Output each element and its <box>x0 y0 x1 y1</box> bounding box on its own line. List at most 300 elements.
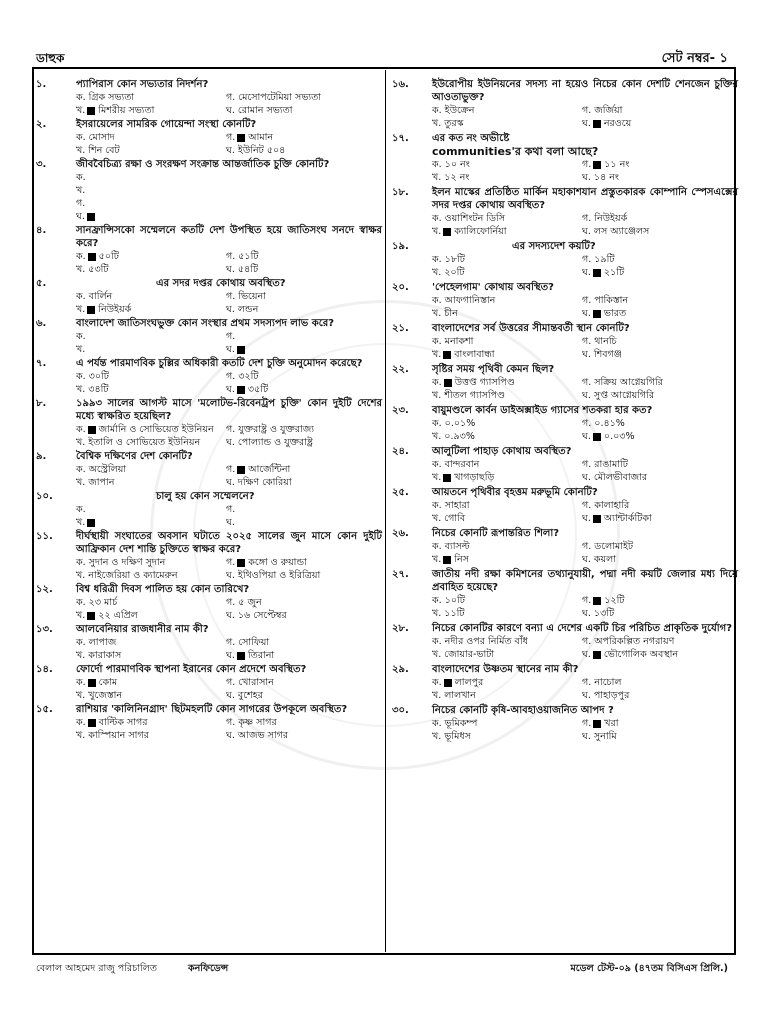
answer-option[interactable] <box>582 158 762 171</box>
question-text: জীববৈচিত্র্য রক্ষা ও সংরক্ষণ সংক্রান্ত আন্তর্জাতিক চুক্তি কোনটি? <box>76 159 330 170</box>
answer-option[interactable] <box>582 348 762 361</box>
question-number: ১৪. <box>36 664 53 675</box>
question-number: ৩০. <box>392 705 409 716</box>
correct-answer-marker-icon <box>237 652 245 660</box>
question-number: ৭. <box>36 358 47 369</box>
option-grid <box>432 499 738 525</box>
option-label: খ. <box>76 610 86 621</box>
option-label: গ. ৫ জুন <box>226 597 262 608</box>
question-item <box>392 186 738 238</box>
question-item <box>36 703 382 742</box>
correct-answer-marker-icon <box>237 134 245 142</box>
option-label: গ. ভিয়েনা <box>226 291 266 302</box>
option-label: খ. কারাকাস <box>76 650 122 661</box>
option-label: ঘ. পোল্যান্ড ও যুক্তরাষ্ট্র <box>226 437 313 448</box>
answer-option[interactable] <box>582 499 762 512</box>
correct-answer-marker-icon <box>443 474 451 482</box>
answer-option[interactable] <box>432 648 582 661</box>
answer-option[interactable] <box>226 476 406 489</box>
answer-option[interactable] <box>432 635 582 648</box>
question-number: ২০. <box>392 282 409 293</box>
answer-option[interactable] <box>226 423 406 436</box>
answer-option[interactable] <box>582 594 762 607</box>
answer-option[interactable] <box>432 266 582 279</box>
answer-option[interactable] <box>226 104 406 117</box>
option-answer-text: ০.০৩% <box>603 431 635 442</box>
question-item <box>392 527 738 566</box>
question-text: নিচের কোনটি রূপান্তরিত শিলা? <box>432 528 560 539</box>
option-label: ক. ৩০টি <box>76 371 109 382</box>
option-answer-text: আর্জেন্টিনা <box>248 464 291 475</box>
answer-option[interactable] <box>226 343 406 356</box>
question-number: ৪. <box>36 225 47 236</box>
question-number: ২৫. <box>392 487 409 498</box>
question-item <box>392 404 738 443</box>
option-label: ক. অস্ট্রেলিয়া <box>76 464 127 475</box>
question-number: ৯. <box>36 451 47 462</box>
answer-option[interactable] <box>432 294 582 307</box>
option-label: ঘ. <box>226 344 235 355</box>
option-label: ক. ভূমিকম্প <box>432 718 478 729</box>
option-label: গ. ৩২টি <box>226 371 259 382</box>
correct-answer-marker-icon <box>88 719 96 727</box>
question-text: বাংলাদেশ জাতিসংঘভুক্ত কোন সংস্থার প্রথম সদস্যপদ লাভ করে? <box>76 318 335 329</box>
answer-option[interactable] <box>432 104 582 117</box>
option-grid <box>432 417 738 443</box>
answer-option[interactable] <box>76 636 226 649</box>
answer-option[interactable] <box>76 330 226 343</box>
answer-option[interactable] <box>76 689 226 702</box>
option-grid <box>76 423 382 449</box>
question-item <box>36 277 382 316</box>
option-grid <box>432 717 738 743</box>
option-label: ক. ১০টি <box>432 595 465 606</box>
option-grid <box>432 376 738 402</box>
answer-option[interactable] <box>226 689 406 702</box>
answer-option[interactable] <box>582 307 762 320</box>
option-label: গ. <box>582 595 592 606</box>
answer-option[interactable] <box>582 266 762 279</box>
answer-option[interactable] <box>432 689 582 702</box>
option-label: খ. ০.৯৩% <box>432 431 475 442</box>
answer-option[interactable] <box>432 594 582 607</box>
answer-option[interactable] <box>76 104 226 117</box>
answer-option[interactable] <box>582 553 762 566</box>
option-label: গ. সক্রিয় আগ্নেয়গিরি <box>582 377 663 388</box>
option-label: খ. তুরস্ক <box>432 118 464 129</box>
answer-option[interactable] <box>432 540 582 553</box>
question-text: প্যাপিরাস কোন সভ্যতার নিদর্শন? <box>76 79 209 90</box>
question-text: ইসরায়েলের সামরিক গোয়েন্দা সংস্থা কোনটি? <box>76 119 257 130</box>
option-label: খ. শীতল গ্যাসপিণ্ড <box>432 390 506 401</box>
option-label: ক. ০.০১% <box>432 418 476 429</box>
option-label: গ. <box>76 198 86 209</box>
answer-option[interactable] <box>76 343 226 356</box>
option-label: ঘ. মৌলভীবাজার <box>582 472 648 483</box>
option-label: ঘ. পাহাড়পুর <box>582 690 630 701</box>
option-label: ক. <box>76 677 86 688</box>
answer-option[interactable] <box>76 131 226 144</box>
answer-option[interactable] <box>76 303 226 316</box>
answer-option[interactable] <box>432 307 582 320</box>
correct-answer-marker-icon <box>237 346 245 354</box>
option-grid <box>76 370 382 396</box>
answer-option[interactable] <box>76 503 226 516</box>
answer-option[interactable] <box>76 370 226 383</box>
question-number: ২৪. <box>392 446 409 457</box>
question-text: 'পেহেলগাম' কোথায় অবস্থিত? <box>432 282 554 293</box>
answer-option[interactable] <box>76 609 226 622</box>
answer-option[interactable] <box>582 676 762 689</box>
answer-option[interactable] <box>582 607 762 620</box>
answer-option[interactable] <box>76 250 226 263</box>
correct-answer-marker-icon <box>444 379 452 387</box>
answer-option[interactable] <box>76 197 382 210</box>
answer-option[interactable] <box>432 430 582 443</box>
correct-answer-marker-icon <box>87 213 95 221</box>
option-label: গ. নিউইয়র্ক <box>582 213 628 224</box>
answer-option[interactable] <box>226 649 406 662</box>
answer-option[interactable] <box>76 210 382 223</box>
question-item <box>36 317 382 356</box>
option-grid <box>76 556 382 582</box>
answer-option[interactable] <box>226 144 406 157</box>
option-label: গ. ডলোমাইট <box>582 541 634 552</box>
option-label: ঘ. <box>226 650 235 661</box>
question-text: সৃষ্টির সময় পৃথিবী কেমন ছিল? <box>432 364 555 375</box>
answer-option[interactable] <box>582 717 762 730</box>
option-label: ক. ইউক্রেন <box>432 105 475 116</box>
correct-answer-marker-icon <box>593 161 601 169</box>
correct-answer-marker-icon <box>87 519 95 527</box>
answer-option[interactable] <box>226 503 406 516</box>
option-label: খ. <box>76 304 86 315</box>
option-grid <box>76 676 382 702</box>
answer-option[interactable] <box>226 290 406 303</box>
answer-option[interactable] <box>226 609 406 622</box>
option-label: ক. <box>76 172 86 183</box>
question-text: এর সদস্যদেশ কয়টি? <box>512 241 596 252</box>
answer-option[interactable] <box>76 383 226 396</box>
option-grid <box>76 91 382 117</box>
option-label: খ. গোবি <box>432 513 466 524</box>
option-answer-text: মিশরীয় সভ্যতা <box>98 105 155 116</box>
question-text: দীর্ঘস্থায়ী সংঘাতের অবসান ঘটাতে ২০২৫ সালের জুন মাসে কোন দুইটি আফ্রিকান দেশ শান্তি চুক্তিতে স্বাক্ষর করে? <box>76 531 382 555</box>
question-item <box>36 357 382 396</box>
question-text: নিচের কোনটি কৃষি-আবহাওয়াজনিত আপদ ? <box>432 705 614 716</box>
correct-answer-marker-icon <box>593 720 601 728</box>
option-label: খ. চীন <box>432 308 458 319</box>
answer-option[interactable] <box>76 569 226 582</box>
answer-option[interactable] <box>432 499 582 512</box>
question-item <box>36 663 382 702</box>
answer-option[interactable] <box>226 303 406 316</box>
answer-option[interactable] <box>76 144 226 157</box>
answer-option[interactable] <box>226 250 406 263</box>
answer-option[interactable] <box>582 335 762 348</box>
option-label: ঘ. লস অ্যাঞ্জেলস <box>582 226 650 237</box>
answer-option[interactable] <box>432 225 582 238</box>
answer-option[interactable] <box>76 676 226 689</box>
answer-option[interactable] <box>226 676 406 689</box>
option-label: ঘ. ১৩টি <box>582 608 615 619</box>
answer-option[interactable] <box>582 225 762 238</box>
question-number: ১৩. <box>36 624 53 635</box>
option-label: খ. খুজেস্তান <box>76 690 123 701</box>
option-grid <box>76 171 382 223</box>
option-label: খ. ইতালি ও সোভিয়েত ইউনিয়ন <box>76 437 201 448</box>
answer-option[interactable] <box>226 516 406 529</box>
option-grid <box>432 540 738 566</box>
right-column <box>392 78 738 745</box>
correct-answer-marker-icon <box>237 466 245 474</box>
answer-option[interactable] <box>226 569 406 582</box>
brand-title: ডাহুক <box>36 51 65 65</box>
option-label: ক. ব্যাসল্ট <box>432 541 470 552</box>
question-item <box>36 224 382 276</box>
correct-answer-marker-icon <box>87 306 95 314</box>
answer-option[interactable] <box>582 171 762 184</box>
answer-option[interactable] <box>582 730 762 743</box>
correct-answer-marker-icon <box>443 228 451 236</box>
answer-option[interactable] <box>226 263 406 276</box>
option-label: ঘ. <box>226 384 235 395</box>
answer-option[interactable] <box>226 729 406 742</box>
question-item <box>392 445 738 484</box>
answer-option[interactable] <box>432 117 582 130</box>
option-label: ঘ. ১৬ সেপ্টেম্বর <box>226 610 287 621</box>
answer-option[interactable] <box>226 370 406 383</box>
option-label: ক. ওয়াশিংটন ডিসি <box>432 213 506 224</box>
option-label: ঘ. শিবগঞ্জ <box>582 349 622 360</box>
question-item <box>36 450 382 489</box>
answer-option[interactable] <box>76 516 226 529</box>
answer-option[interactable] <box>582 104 762 117</box>
question-text: আয়তনে পৃথিবীর বৃহত্তম মরুভূমি কোনটি? <box>432 487 598 498</box>
option-label: খ. লালখান <box>432 690 476 701</box>
question-text: এ পর্যন্ত পারমাণবিক চুল্লির অধিকারী কতটি দেশ চুক্তি অনুমোদন করেছে? <box>76 358 363 369</box>
option-label: ঘ. ইথিওপিয়া ও ইরিত্রিয়া <box>226 570 321 581</box>
option-label: গ. মেসোপটেমিয়া সভ্যতা <box>226 92 322 103</box>
answer-option[interactable] <box>582 253 762 266</box>
option-label: ক. মোসাদ <box>76 132 115 143</box>
correct-answer-marker-icon <box>443 556 451 564</box>
option-answer-text: ক্যালিফোর্নিয়া <box>454 226 507 237</box>
answer-option[interactable] <box>582 458 762 471</box>
option-label: গ. <box>226 464 236 475</box>
correct-answer-marker-icon <box>593 310 601 318</box>
option-label: গ. <box>226 557 236 568</box>
answer-option[interactable] <box>432 607 582 620</box>
answer-option[interactable] <box>76 729 226 742</box>
answer-option[interactable] <box>226 636 406 649</box>
option-grid <box>76 636 382 662</box>
answer-option[interactable] <box>432 512 582 525</box>
answer-option[interactable] <box>582 471 762 484</box>
option-label: খ. জোয়ার-ভাটা <box>432 649 495 660</box>
answer-option[interactable] <box>432 676 582 689</box>
answer-option[interactable] <box>432 553 582 566</box>
answer-option[interactable] <box>226 383 406 396</box>
question-item <box>36 530 382 582</box>
answer-option[interactable] <box>76 596 226 609</box>
answer-option[interactable] <box>582 430 762 443</box>
question-text: ১৯৯৩ সালের আগস্ট মাসে 'মলোটভ-রিবেনট্রপ চুক্তি' কোন দুইটি দেশের মধ্যে স্বাক্ষরিত হয়েছিল? <box>76 398 382 422</box>
answer-option[interactable] <box>432 212 582 225</box>
question-number: ২৬. <box>392 528 409 539</box>
option-label: ক. <box>76 504 86 515</box>
option-grid <box>432 158 738 184</box>
option-grid <box>76 330 382 356</box>
option-label: গ. যুক্তরাষ্ট্র ও যুক্তরাজ্য <box>226 424 314 435</box>
option-label: ঘ. রোমান সভ্যতা <box>226 105 293 116</box>
answer-option[interactable] <box>582 212 762 225</box>
answer-option[interactable] <box>432 376 582 389</box>
question-number: ১১. <box>36 531 53 542</box>
answer-option[interactable] <box>226 556 406 569</box>
option-label: ক. সুদান ও দক্ষিণ সুদান <box>76 557 166 568</box>
option-label: ঘ. <box>582 267 591 278</box>
option-label: ক. ১০ নং <box>432 159 470 170</box>
answer-option[interactable] <box>226 436 406 449</box>
answer-option[interactable] <box>582 117 762 130</box>
question-text: বাংলাদেশের সর্ব উত্তরের সীমান্তবর্তী স্থান কোনটি? <box>432 323 630 334</box>
option-grid <box>76 716 382 742</box>
option-label: ঘ. দক্ষিণ কোরিয়া <box>226 477 292 488</box>
answer-option[interactable] <box>582 689 762 702</box>
option-label: খ. শিন বেট <box>76 145 120 156</box>
answer-option[interactable] <box>582 635 762 648</box>
option-label: ঘ. ইউনিট ৫০৪ <box>226 145 286 156</box>
question-number: ১২. <box>36 584 53 595</box>
question-item <box>36 490 382 529</box>
question-item <box>392 663 738 702</box>
answer-option[interactable] <box>226 330 406 343</box>
question-text: সানফ্রান্সিসকো সম্মেলনে কতটি দেশ উপস্থিত হয়ে জাতিসংঘ সনদে স্বাক্ষর করে? <box>76 225 382 249</box>
answer-option[interactable] <box>432 335 582 348</box>
answer-option[interactable] <box>582 648 762 661</box>
option-label: ক. <box>432 677 442 688</box>
answer-option[interactable] <box>76 436 226 449</box>
answer-option[interactable] <box>582 389 762 402</box>
option-answer-text: বাংলাবান্ধা <box>454 349 495 360</box>
correct-answer-marker-icon <box>87 107 95 115</box>
footer-left <box>36 962 228 977</box>
option-label: খ. ৫৩টি <box>76 264 109 275</box>
question-item <box>36 397 382 449</box>
answer-option[interactable] <box>432 389 582 402</box>
footer-author: বেলাল আহমেদ রাজু পরিচালিত <box>36 963 157 974</box>
question-item <box>36 78 382 117</box>
option-label: ক. <box>432 377 442 388</box>
answer-option[interactable] <box>226 463 406 476</box>
option-label: গ. কৃষ্ণ সাগর <box>226 717 277 728</box>
option-label: ক. <box>76 251 86 262</box>
answer-option[interactable] <box>432 253 582 266</box>
answer-option[interactable] <box>76 184 382 197</box>
answer-option[interactable] <box>76 716 226 729</box>
correct-answer-marker-icon <box>593 269 601 277</box>
option-label: খ. <box>432 226 442 237</box>
answer-option[interactable] <box>76 556 226 569</box>
option-label: ক. গ্রিক সভ্যতা <box>76 92 135 103</box>
left-column <box>36 78 382 743</box>
option-label: গ. থানচি <box>582 336 617 347</box>
answer-option[interactable] <box>432 171 582 184</box>
option-label: ক. বান্দরবান <box>432 459 480 470</box>
option-grid <box>76 290 382 316</box>
answer-option[interactable] <box>226 716 406 729</box>
option-grid <box>432 594 738 620</box>
option-label: গ. খোরাসান <box>226 677 274 688</box>
option-label: গ. সোফিয়া <box>226 637 270 648</box>
option-label: খ. <box>76 344 86 355</box>
answer-option[interactable] <box>76 263 226 276</box>
answer-option[interactable] <box>226 131 406 144</box>
answer-option[interactable] <box>432 717 582 730</box>
answer-option[interactable] <box>76 171 382 184</box>
question-item <box>392 132 738 184</box>
answer-option[interactable] <box>226 91 406 104</box>
question-item <box>392 322 738 361</box>
answer-option[interactable] <box>582 540 762 553</box>
answer-option[interactable] <box>226 596 406 609</box>
option-answer-text: ৩৫টি <box>247 384 269 395</box>
option-label: ঘ. ১৪ নং <box>582 172 620 183</box>
option-grid <box>432 212 738 238</box>
option-label: গ. অপরিকল্পিত নগরায়ণ <box>582 636 675 647</box>
answer-option[interactable] <box>76 649 226 662</box>
option-label: খ. <box>432 472 442 483</box>
option-label: ঘ. কয়লা <box>582 554 616 565</box>
question-item <box>36 118 382 157</box>
question-number: ১৬. <box>392 79 409 90</box>
question-number: ১৭. <box>392 133 409 144</box>
option-label: খ. জাপান <box>76 477 115 488</box>
correct-answer-marker-icon <box>593 651 601 659</box>
option-label: খ. ভূমিধস <box>432 731 471 742</box>
answer-option[interactable] <box>432 458 582 471</box>
answer-option[interactable] <box>76 91 226 104</box>
option-label: ঘ. আজভ সাগর <box>226 730 289 741</box>
option-label: গ. পাকিস্তান <box>582 295 629 306</box>
answer-option[interactable] <box>76 463 226 476</box>
answer-option[interactable] <box>76 476 226 489</box>
question-text: আলবেনিয়ার রাজধানীর নাম কী? <box>76 624 209 635</box>
option-label: খ. <box>432 554 442 565</box>
answer-option[interactable] <box>432 417 582 430</box>
question-item <box>36 623 382 662</box>
question-item <box>392 486 738 525</box>
option-label: ক. ১৮টি <box>432 254 465 265</box>
answer-option[interactable] <box>582 294 762 307</box>
answer-option[interactable] <box>582 376 762 389</box>
answer-option[interactable] <box>76 290 226 303</box>
option-grid <box>432 635 738 661</box>
answer-option[interactable] <box>76 423 226 436</box>
answer-option[interactable] <box>582 417 762 430</box>
option-answer-text: কঙ্গো ও রুয়ান্ডা <box>248 557 307 568</box>
answer-option[interactable] <box>432 730 582 743</box>
answer-option[interactable] <box>432 158 582 171</box>
answer-option[interactable] <box>582 512 762 525</box>
answer-option[interactable] <box>432 348 582 361</box>
option-answer-text: উত্তপ্ত গ্যাসপিণ্ড <box>454 377 515 388</box>
answer-option[interactable] <box>432 471 582 484</box>
option-label: গ. ০.৪১% <box>582 418 625 429</box>
option-label: ক. <box>76 717 86 728</box>
correct-answer-marker-icon <box>88 679 96 687</box>
